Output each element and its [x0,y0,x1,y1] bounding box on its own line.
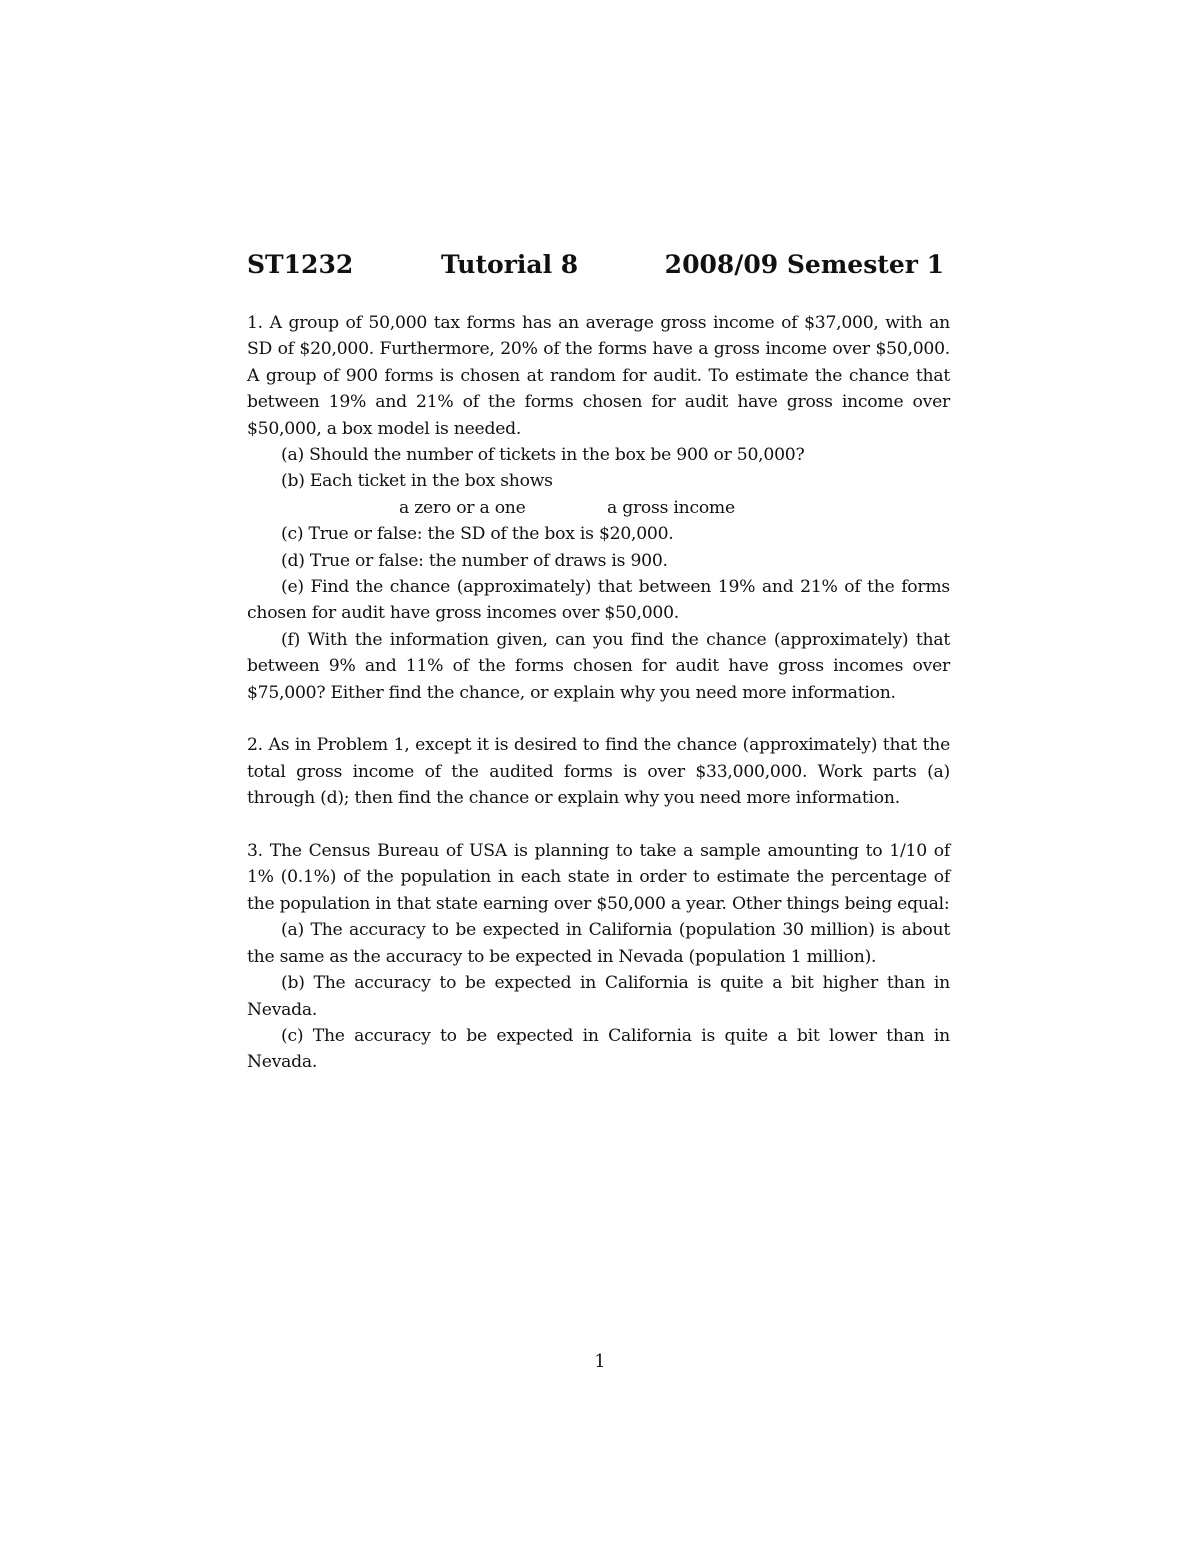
choice-zero-or-one: a zero or a one [399,497,526,518]
choice-gross-income: a gross income [607,497,735,518]
semester-label: 2008/09 Semester 1 [664,250,944,279]
question-3a: (a) The accuracy to be expected in California (population 30 million) is about the same as the accuracy to be expected in Nevada (population 1 million). [247,920,950,967]
question-3-intro: 3. The Census Bureau of USA is planning to take a sample amounting to 1/10 of 1% (0.1%) of the population in each state in order to estimate the percentage of the population in that state earning over $50,000 a year. Other things being equal: [247,841,950,914]
spacer [247,812,950,838]
question-1a: (a) Should the number of tickets in the box be 900 or 50,000? [281,445,805,466]
question-1d: (d) True or false: the number of draws is 900. [281,550,668,571]
question-3c: (c) The accuracy to be expected in California is quite a bit lower than in Nevada. [247,1025,950,1073]
question-1f: (f) With the information given, can you find the chance (approximately) that between 9% and 11% of the forms chosen for audit have gross incomes over $75,000? Either find the chance, or explain why you need more information. [247,629,950,703]
question-1b-choices [247,495,950,521]
question-2: 2. As in Problem 1, except it is desired to find the chance (approximately) that the total gross income of the audited forms is over $33,000,000. Work parts (a) through (d); then find the chance or explain why you need more information. [247,735,950,809]
page-number: 1 [594,1352,606,1372]
question-1c: (c) True or false: the SD of the box is $20,000. [281,524,674,545]
page-header [247,250,944,286]
question-3b: (b) The accuracy to be expected in California is quite a bit higher than in Nevada. [247,973,950,1020]
tutorial-title: Tutorial 8 [441,250,579,279]
question-1e: (e) Find the chance (approximately) that between 19% and 21% of the forms chosen for audit have gross incomes over $50,000. [247,577,950,624]
course-code: ST1232 [247,250,354,279]
spacer [247,706,950,732]
tutorial-body [247,310,950,1076]
question-1-intro: 1. A group of 50,000 tax forms has an average gross income of $37,000, with an SD of $20,000. Furthermore, 20% of the forms have a gross income over $50,000. A group of 900 forms is chosen at random for audit. To estimate the chance that between 19% and 21% of the forms chosen for audit have gross income over $50,000, a box model is needed. [247,313,950,439]
question-1b: (b) Each ticket in the box shows [281,471,553,492]
